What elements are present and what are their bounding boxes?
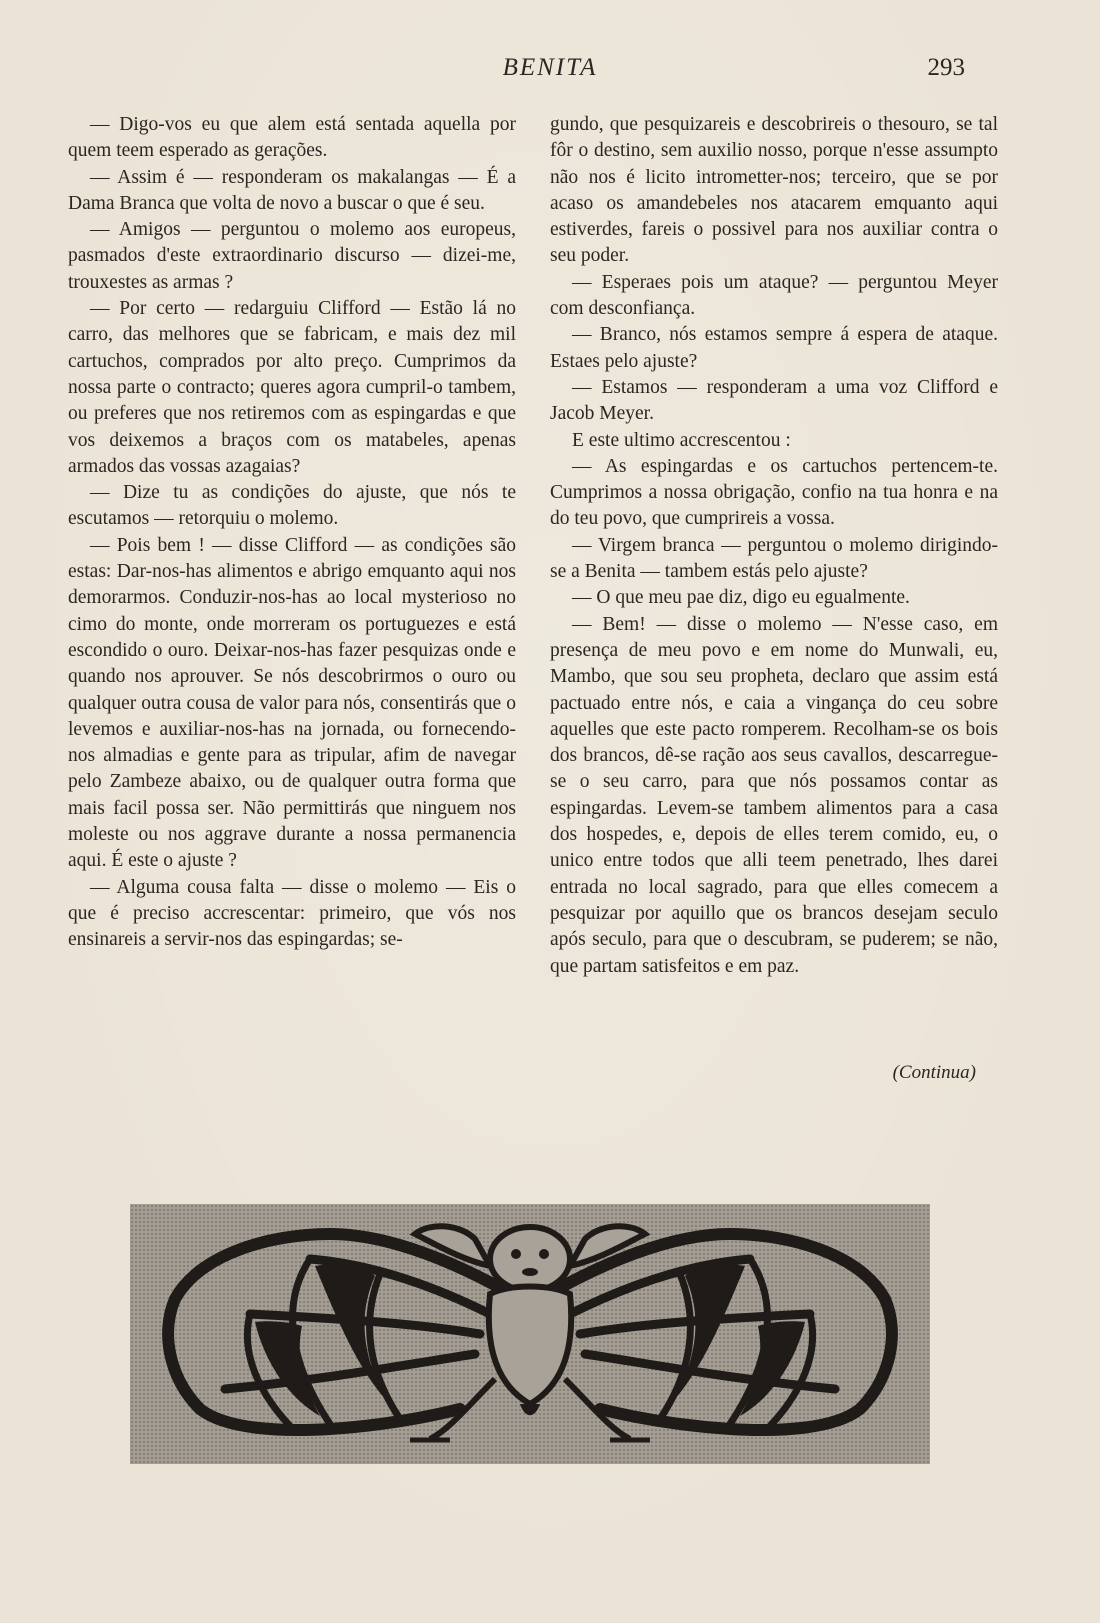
right-column [550, 112, 998, 980]
paragraph: — Alguma cousa falta — disse o molemo — Eis o que é preciso accrescentar: primeiro, que vós nos ensinareis a servir-nos das espingardas; se- [68, 876, 516, 951]
paragraph: — As espingardas e os cartuchos pertencem-te. Cumprimos a nossa obrigação, confio na tua honra e na do teu povo, que cumprireis a vossa. [550, 455, 998, 530]
paragraph: gundo, que pesquizareis e descobrireis o thesouro, se tal fôr o destino, sem auxilio nosso, porque n'esse assumpto não nos é licito intrometter-nos; terceiro, que se por acaso os amandebeles nos atacarem emquanto aqui estiverdes, fareis o possivel para nos auxiliar contra o seu poder. [550, 114, 998, 267]
paragraph: — Estamos — responderam a uma voz Clifford e Jacob Meyer. [550, 376, 998, 425]
continua-note: (Continua) [892, 1062, 976, 1083]
paragraph: — Por certo — redarguiu Clifford — Estão lá no carro, das melhores que se fabricam, e mais dez mil cartuchos, comprados por alto preço. Cumprimos da nossa parte o contracto; queres agora cumpril-o tambem, ou preferes que nos retiremos com as espingardas e que vos deixemos a braços com os matabeles, apenas armados das vossas azagaias? [68, 298, 516, 477]
paragraph: — Virgem branca — perguntou o molemo dirigindo-se a Benita — tambem estás pelo ajuste? [550, 534, 998, 583]
paragraph: E este ultimo accrescentou : [572, 429, 791, 451]
paragraph: — Branco, nós estamos sempre á espera de ataque. Estaes pelo ajuste? [550, 324, 998, 372]
paragraph: — O que meu pae diz, digo eu egualmente. [572, 587, 910, 609]
paragraph: — Digo-vos eu que alem está sentada aquella por quem teem esperado as gerações. [68, 114, 516, 162]
paragraph: — Amigos — perguntou o molemo aos europeus, pasmados d'este extraordinario discurso — dizei-me, trouxestes as armas ? [68, 219, 516, 293]
paragraph: — Esperaes pois um ataque? — perguntou Meyer com desconfiança. [550, 271, 998, 320]
bat-ornament-icon [130, 1204, 930, 1464]
paragraph: — Bem! — disse o molemo — N'esse caso, em presença de meu povo e em nome do Munwali, eu, Mambo, que sou seu propheta, declaro que assim está pactuado entre nós, e caia a vingança do ceu sobre aquelles que este pacto romperem. Recolham-se os bois dos brancos, dê-se ração aos seus cavallos, descarregue-se o seu carro, para que nós possamos contar as espingardas. Levem-se tambem alimentos para a casa dos hospedes, e, depois de elles terem comido, eu, o unico entre todos que alli teem penetrado, lhes darei entrada no local sagrado, para que elles comecem a pesquizar por aquillo que os brancos desejam seculo após seculo, para que o descubram, se puderem; se não, que partam satisfeitos e em paz. [550, 613, 998, 977]
paragraph: — Assim é — responderam os makalangas — É a Dama Branca que volta de novo a buscar o que é seu. [68, 166, 516, 214]
running-title: BENITA [502, 54, 598, 81]
paragraph: — Pois bem ! — disse Clifford — as condições são estas: Dar-nos-has alimentos e abrigo emquanto aqui nos demorarmos. Conduzir-nos-has ao local mysterioso no cimo do monte, onde morreram os portuguezes e está escondido o ouro. Deixar-nos-has fazer pesquizas onde e quando nos aprouver. Se nós descobrirmos o ouro ou qualquer outra cousa de valor para nós, consentirás que o levemos e auxiliar-nos-has na jornada, ou fornecendo-nos almadias e gente para as tripular, afim de navegar pelo Zambeze abaixo, ou de qualquer outra forma que mais facil possa ser. Não permittirás que ninguem nos moleste ou nos aggrave durante a nossa permanencia aqui. É este o ajuste ? [68, 534, 516, 872]
page-number: 293 [927, 54, 965, 81]
left-column [68, 112, 516, 954]
paragraph: — Dize tu as condições do ajuste, que nós te escutamos — retorquiu o molemo. [68, 482, 516, 530]
